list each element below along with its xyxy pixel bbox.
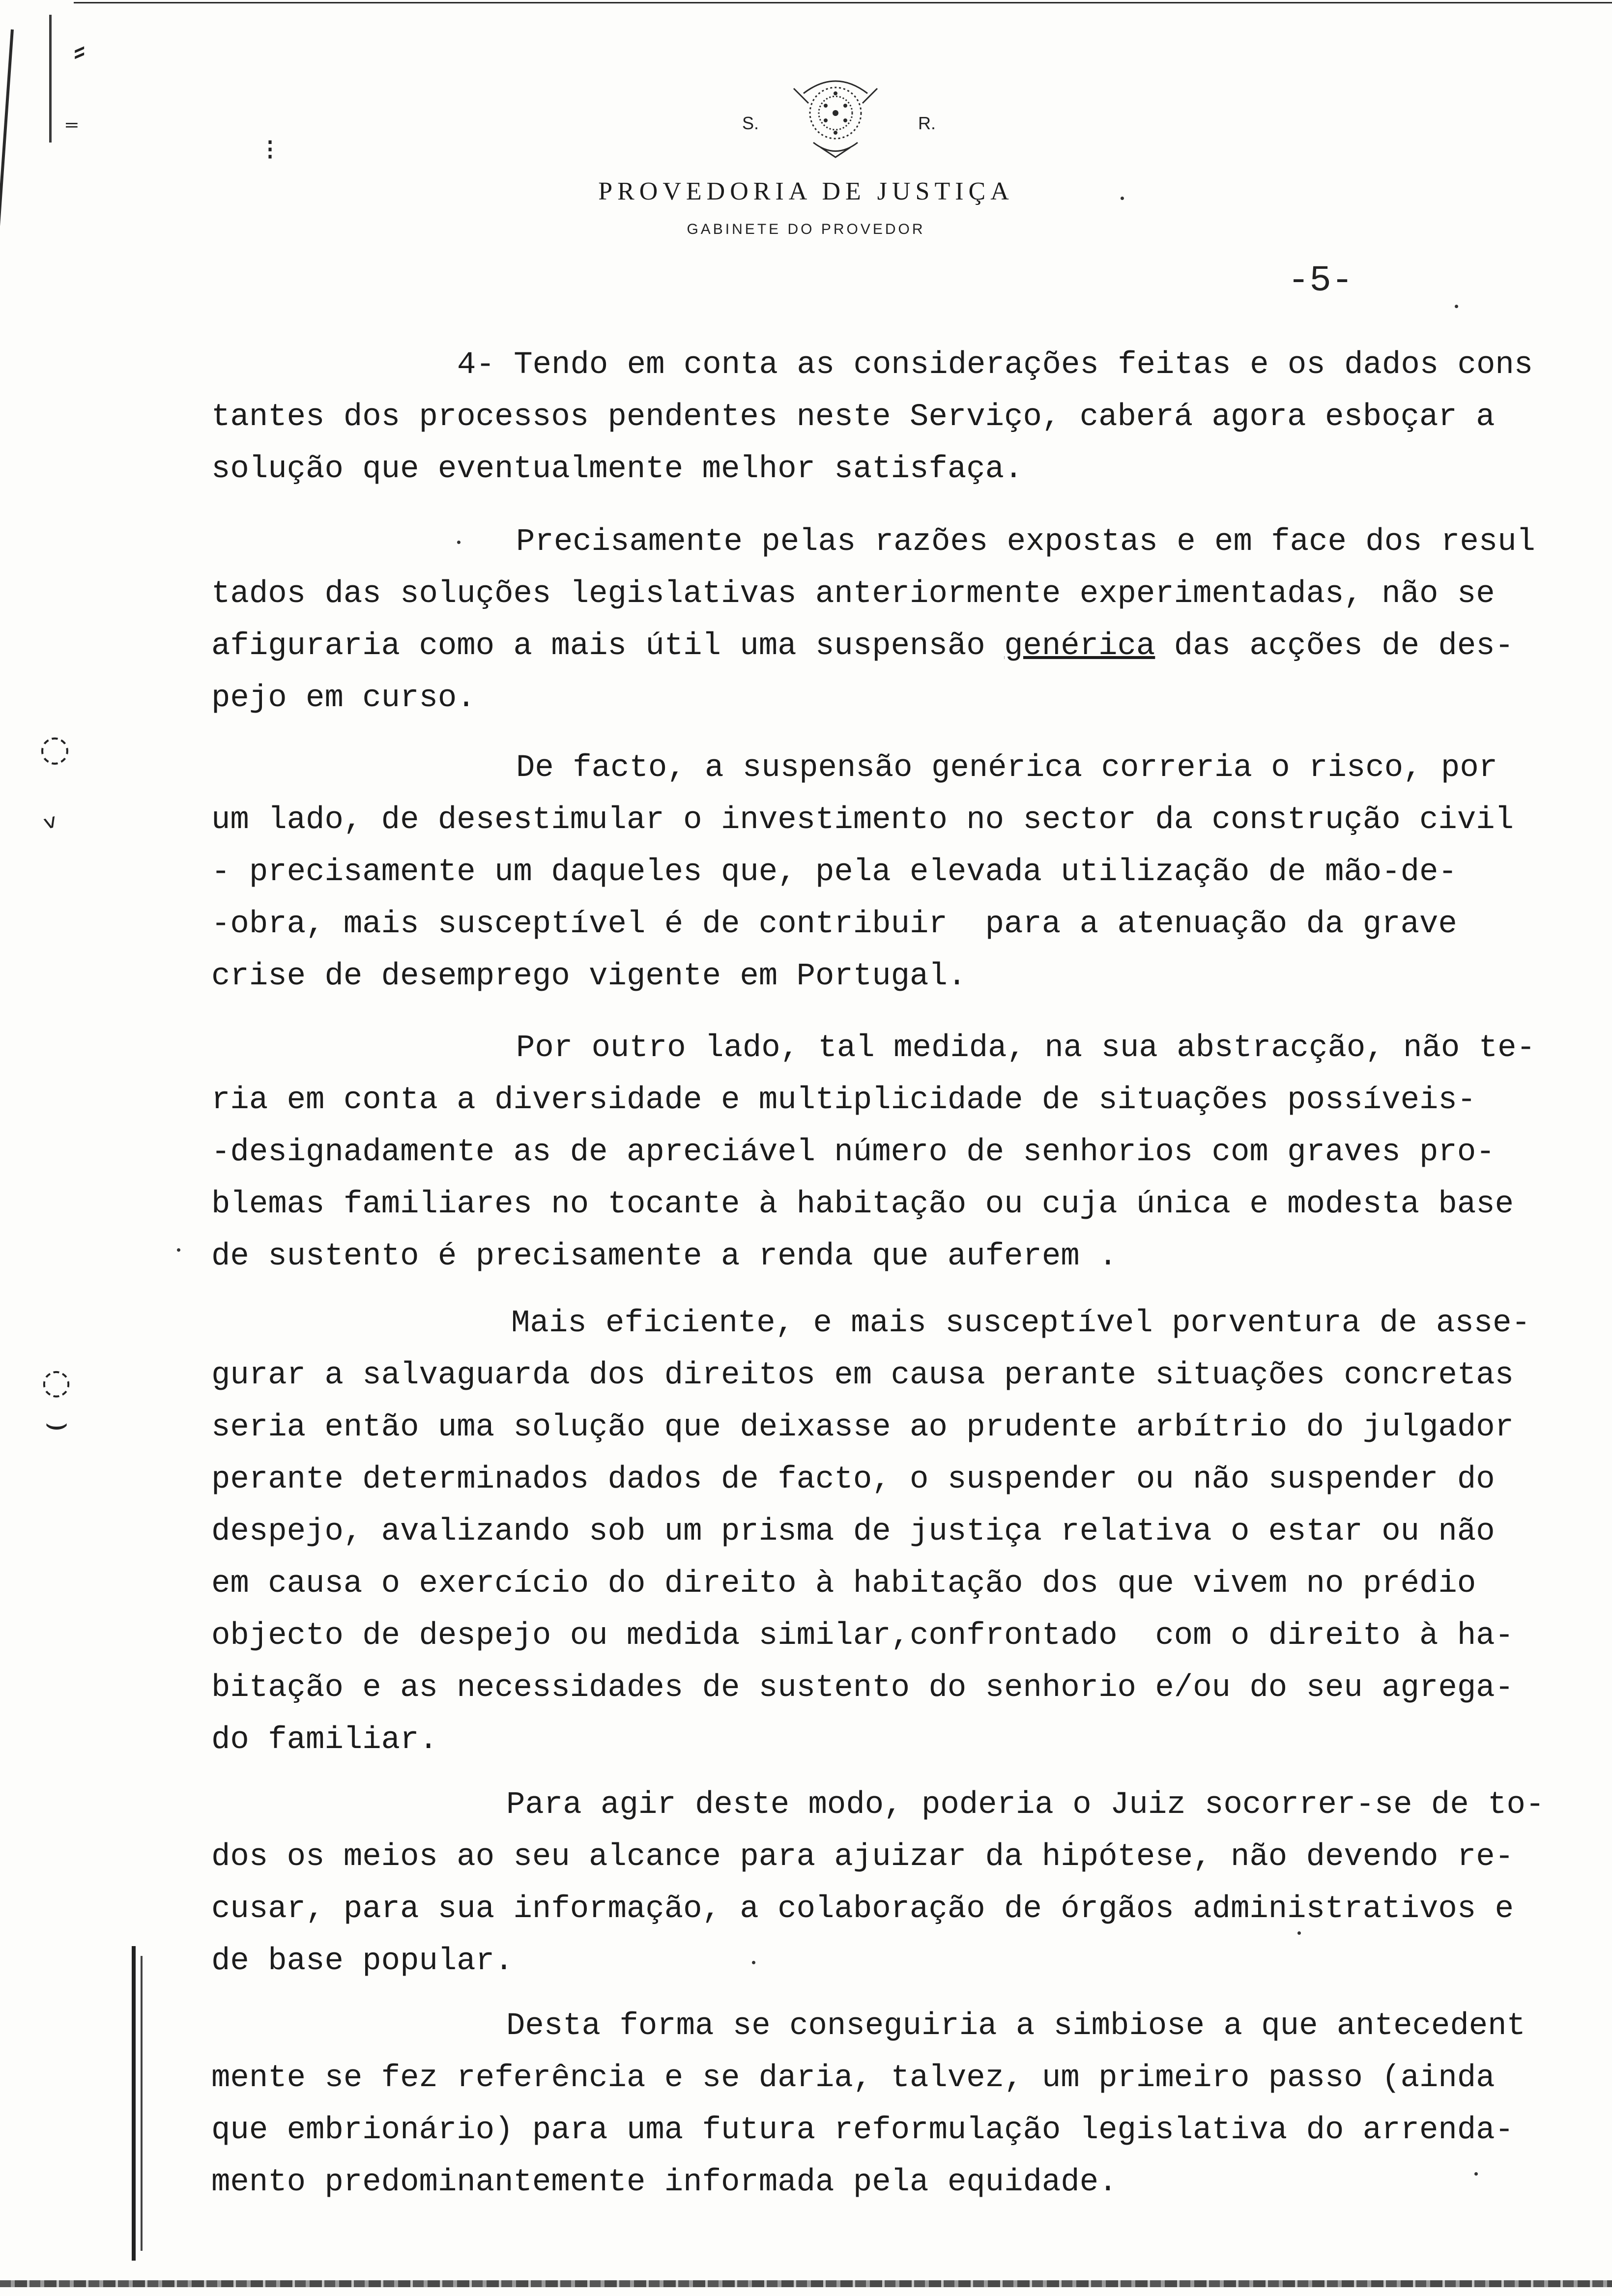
text-line: um lado, de desestimular o investimento no sector da construção civil [211,803,1514,838]
scan-speck [1297,1931,1301,1935]
paragraph-3 [211,742,1514,1003]
margin-curve-mark: ⌣ [44,1401,69,1444]
text-line: perante determinados dados de facto, o suspender ou não suspender do [211,1462,1495,1497]
text-line: bitação e as necessidades de sustento do senhorio e/ou do seu agrega- [211,1670,1514,1706]
margin-check-mark: ᵥ [37,795,62,838]
letterhead-subtitle: GABINETE DO PROVEDOR [687,221,925,237]
text-line: ria em conta a diversidade e multiplicidade de situações possíveis- [211,1083,1476,1118]
margin-circle-mark: ◌ [39,727,70,769]
margin-scribble: ⸗ [74,29,86,70]
text-line: De facto, a suspensão genérica correria o risco, por [516,750,1498,786]
paragraph-7 [211,2000,1526,2209]
scan-speck [1474,2172,1478,2176]
text-line: mente se fez referência e se daria, talvez, um primeiro passo (ainda [211,2061,1495,2096]
binding-mark-inner [49,15,52,143]
text-line: 4- Tendo em conta as considerações feitas e os dados cons [457,347,1533,383]
text-line: seria então uma solução que deixasse ao prudente arbítrio do julgador [211,1410,1514,1445]
margin-scribble: ⁝ [265,133,275,167]
margin-circle-mark: ◌ [41,1361,72,1402]
text-line: -obra, mais susceptível é de contribuir para a atenuação da grave [211,907,1457,942]
text-line: - precisamente um daqueles que, pela elevada utilização de mão-de- [211,855,1457,890]
text-line: objecto de despejo ou medida similar,confrontado com o direito à ha- [211,1618,1514,1654]
scan-speck [1455,305,1458,308]
text-line: -designadamente as de apreciável número de senhorios com graves pro- [211,1135,1495,1170]
text-line: blemas familiares no tocante à habitação ou cuja única e modesta base [211,1187,1514,1222]
text-line: Por outro lado, tal medida, na sua abstracção, não te- [516,1031,1535,1066]
seal-letter-right: R. [918,113,936,133]
text-line: crise de desemprego vigente em Portugal. [211,959,967,994]
text-line: mento predominantemente informada pela equidade. [211,2165,1118,2200]
paragraph-5 [211,1297,1530,1766]
text-line: que embrionário) para uma futura reformulação legislativa do arrenda- [211,2113,1514,2148]
letterhead-title: PROVEDORIA DE JUSTIÇA [598,177,1014,205]
scan-speck [177,1248,180,1252]
text-line: tantes dos processos pendentes neste Serviço, caberá agora esboçar a [211,400,1495,435]
binding-mark [0,29,14,304]
text-line: cusar, para sua informação, a colaboração de órgãos administrativos e [211,1892,1514,1927]
text-line: Para agir deste modo, poderia o Juiz socorrer-se de to- [506,1787,1545,1823]
text-line: em causa o exercício do direito à habitação dos que vivem no prédio [211,1566,1476,1602]
text-segment: afiguraria como a mais útil uma suspensão [211,629,1005,664]
underlined-word: genérica [1004,629,1155,664]
margin-bracket [141,1956,143,2251]
text-line: Mais eficiente, e mais susceptível porventura de asse- [511,1306,1530,1341]
margin-bracket [132,1946,136,2261]
scan-bottom-edge [0,2280,1612,2287]
text-line: de sustento é precisamente a renda que auferem . [211,1239,1118,1274]
margin-scribble: ⁼ [64,113,80,147]
paragraph-4 [211,1022,1535,1283]
scan-speck [1121,197,1124,200]
paragraph-6 [211,1779,1544,1987]
text-line: Desta forma se conseguiria a simbiose a que antecedent [506,2009,1526,2044]
text-line: de base popular. [211,1944,514,1979]
scan-top-edge [74,2,1612,3]
text-line: pejo em curso. [211,681,476,716]
paragraph-1 [211,339,1533,495]
scan-speck [752,1961,755,1964]
text-line [211,620,1535,672]
text-line: dos os meios ao seu alcance para ajuizar da hipótese, não devendo re- [211,1839,1514,1875]
text-line: gurar a salvaguarda dos direitos em causa perante situações concretas [211,1358,1514,1393]
text-line: Precisamente pelas razões expostas e em face dos resul [516,524,1535,560]
seal-letter-left: S. [742,113,759,133]
paragraph-2 [211,516,1535,724]
scan-speck [457,541,461,544]
text-line: do familiar. [211,1722,438,1758]
text-segment: das acções de des- [1155,629,1514,664]
text-line: despejo, avalizando sob um prisma de justiça relativa o estar ou não [211,1514,1495,1550]
text-line: solução que eventualmente melhor satisfaça. [211,452,1023,487]
coat-of-arms-seal-icon [774,74,897,167]
page-number: -5- [1288,260,1353,302]
text-line: tados das soluções legislativas anteriormente experimentadas, não se [211,576,1495,612]
